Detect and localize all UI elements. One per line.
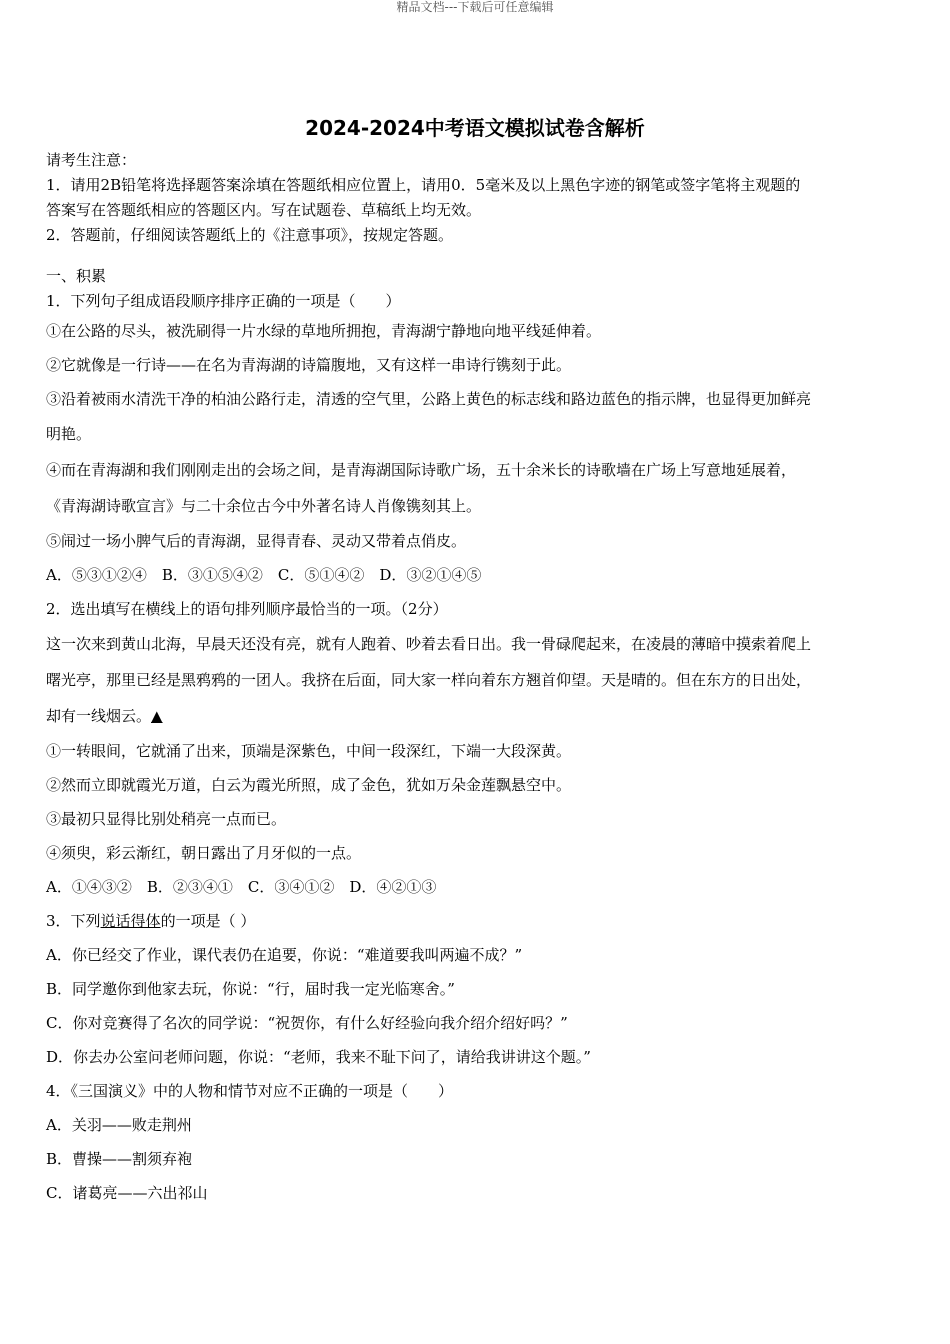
q3-option-a: A．你已经交了作业，课代表仍在追要，你说：“难道要我叫两遍不成？” — [46, 946, 523, 964]
q4-option-b: B．曹操——割须弃袍 — [46, 1150, 193, 1168]
q4-option-c: C．诸葛亮——六出祁山 — [46, 1184, 208, 1202]
q2-sentence-3: ③最初只显得比别处稍亮一点而已。 — [46, 810, 287, 828]
notice-item-1a: 1．请用2B铅笔将选择题答案涂填在答题纸相应位置上，请用0．5毫米及以上黑色字迹的钢笔或签字笔将主观题的 — [46, 176, 801, 194]
q1-options: A．⑤③①②④ B．③①⑤④② C．⑤①④② D．③②①④⑤ — [46, 566, 482, 584]
q2-stem: 2．选出填写在横线上的语句排列顺序最恰当的一项。（2分） — [46, 600, 448, 618]
q1-sentence-1: ①在公路的尽头，被洗刷得一片水绿的草地所拥抱，青海湖宁静地向地平线延伸着。 — [46, 322, 602, 340]
q1-stem: 1．下列句子组成语段顺序排序正确的一项是（ ） — [46, 292, 401, 310]
q1-sentence-3b: 明艳。 — [46, 425, 92, 443]
section-heading: 一、积累 — [46, 267, 107, 285]
q1-sentence-2: ②它就像是一行诗——在名为青海湖的诗篇腹地，又有这样一串诗行镌刻于此。 — [46, 356, 572, 374]
q3-stem-end: 的一项是（ ） — [160, 912, 256, 930]
q4-option-a: A．关羽——败走荆州 — [46, 1116, 192, 1134]
q2-passage-2: 曙光亭，那里已经是黑鸦鸦的一团人。我挤在后面，同大家一样向着东方翘首仰望。天是晴的。但在东方的日出处， — [46, 671, 812, 689]
q2-passage-1: 这一次来到黄山北海，早晨天还没有亮，就有人跑着、吵着去看日出。我一骨碌爬起来，在凌晨的薄暗中摸索着爬上 — [46, 635, 812, 653]
q2-sentence-4: ④须臾，彩云渐红，朝日露出了月牙似的一点。 — [46, 844, 362, 862]
q1-sentence-3a: ③沿着被雨水清洗干净的柏油公路行走，清透的空气里，公路上黄色的标志线和路边蓝色的指示牌，也显得更加鲜亮 — [46, 390, 812, 408]
q3-stem-start: 3．下列 — [46, 912, 101, 930]
notice-item-2: 2．答题前，仔细阅读答题纸上的《注意事项》，按规定答题。 — [46, 226, 454, 244]
q2-passage-3 — [46, 698, 908, 734]
q1-sentence-5: ⑤闹过一场小脾气后的青海湖，显得青春、灵动又带着点俏皮。 — [46, 532, 467, 550]
document-title: 2024-2024中考语文模拟试卷含解析 — [305, 116, 645, 140]
notice-item-1b: 答案写在答题纸相应的答题区内。写在试题卷、草稿纸上均无效。 — [46, 201, 482, 219]
q1-sentence-4b: 《青海湖诗歌宣言》与二十余位古今中外著名诗人肖像镌刻其上。 — [46, 497, 482, 515]
page-header: 精品文档---下载后可任意编辑 — [396, 0, 554, 14]
q2-sentence-2: ②然而立即就霞光万道，白云为霞光所照，成了金色，犹如万朵金莲飘悬空中。 — [46, 776, 572, 794]
q3-option-d: D．你去办公室问老师问题，你说：“老师，我来不耻下问了，请给我讲讲这个题。” — [46, 1048, 591, 1066]
blank-triangle-icon: ▲ — [151, 707, 163, 725]
q3-option-c: C．你对竞赛得了名次的同学说：“祝贺你，有什么好经验向我介绍介绍好吗？” — [46, 1014, 568, 1032]
q1-sentence-4a: ④而在青海湖和我们刚刚走出的会场之间，是青海湖国际诗歌广场，五十余米长的诗歌墙在广场上写意地延展着， — [46, 461, 797, 479]
q2-passage-3-text: 却有一线烟云。 — [46, 707, 152, 725]
q2-sentence-1: ①一转眼间，它就涌了出来，顶端是深紫色，中间一段深红，下端一大段深黄。 — [46, 742, 572, 760]
q3-stem — [46, 904, 908, 938]
notice-heading: 请考生注意： — [46, 151, 137, 169]
q4-stem: 4．《三国演义》中的人物和情节对应不正确的一项是（ ） — [46, 1082, 454, 1100]
q2-options: A．①④③② B．②③④① C．③④①② D．④②①③ — [46, 878, 437, 896]
q3-stem-underlined: 说话得体 — [100, 912, 161, 930]
document-body — [46, 150, 908, 1210]
q3-option-b: B．同学邀你到他家去玩，你说：“行，届时我一定光临寒舍。” — [46, 980, 455, 998]
